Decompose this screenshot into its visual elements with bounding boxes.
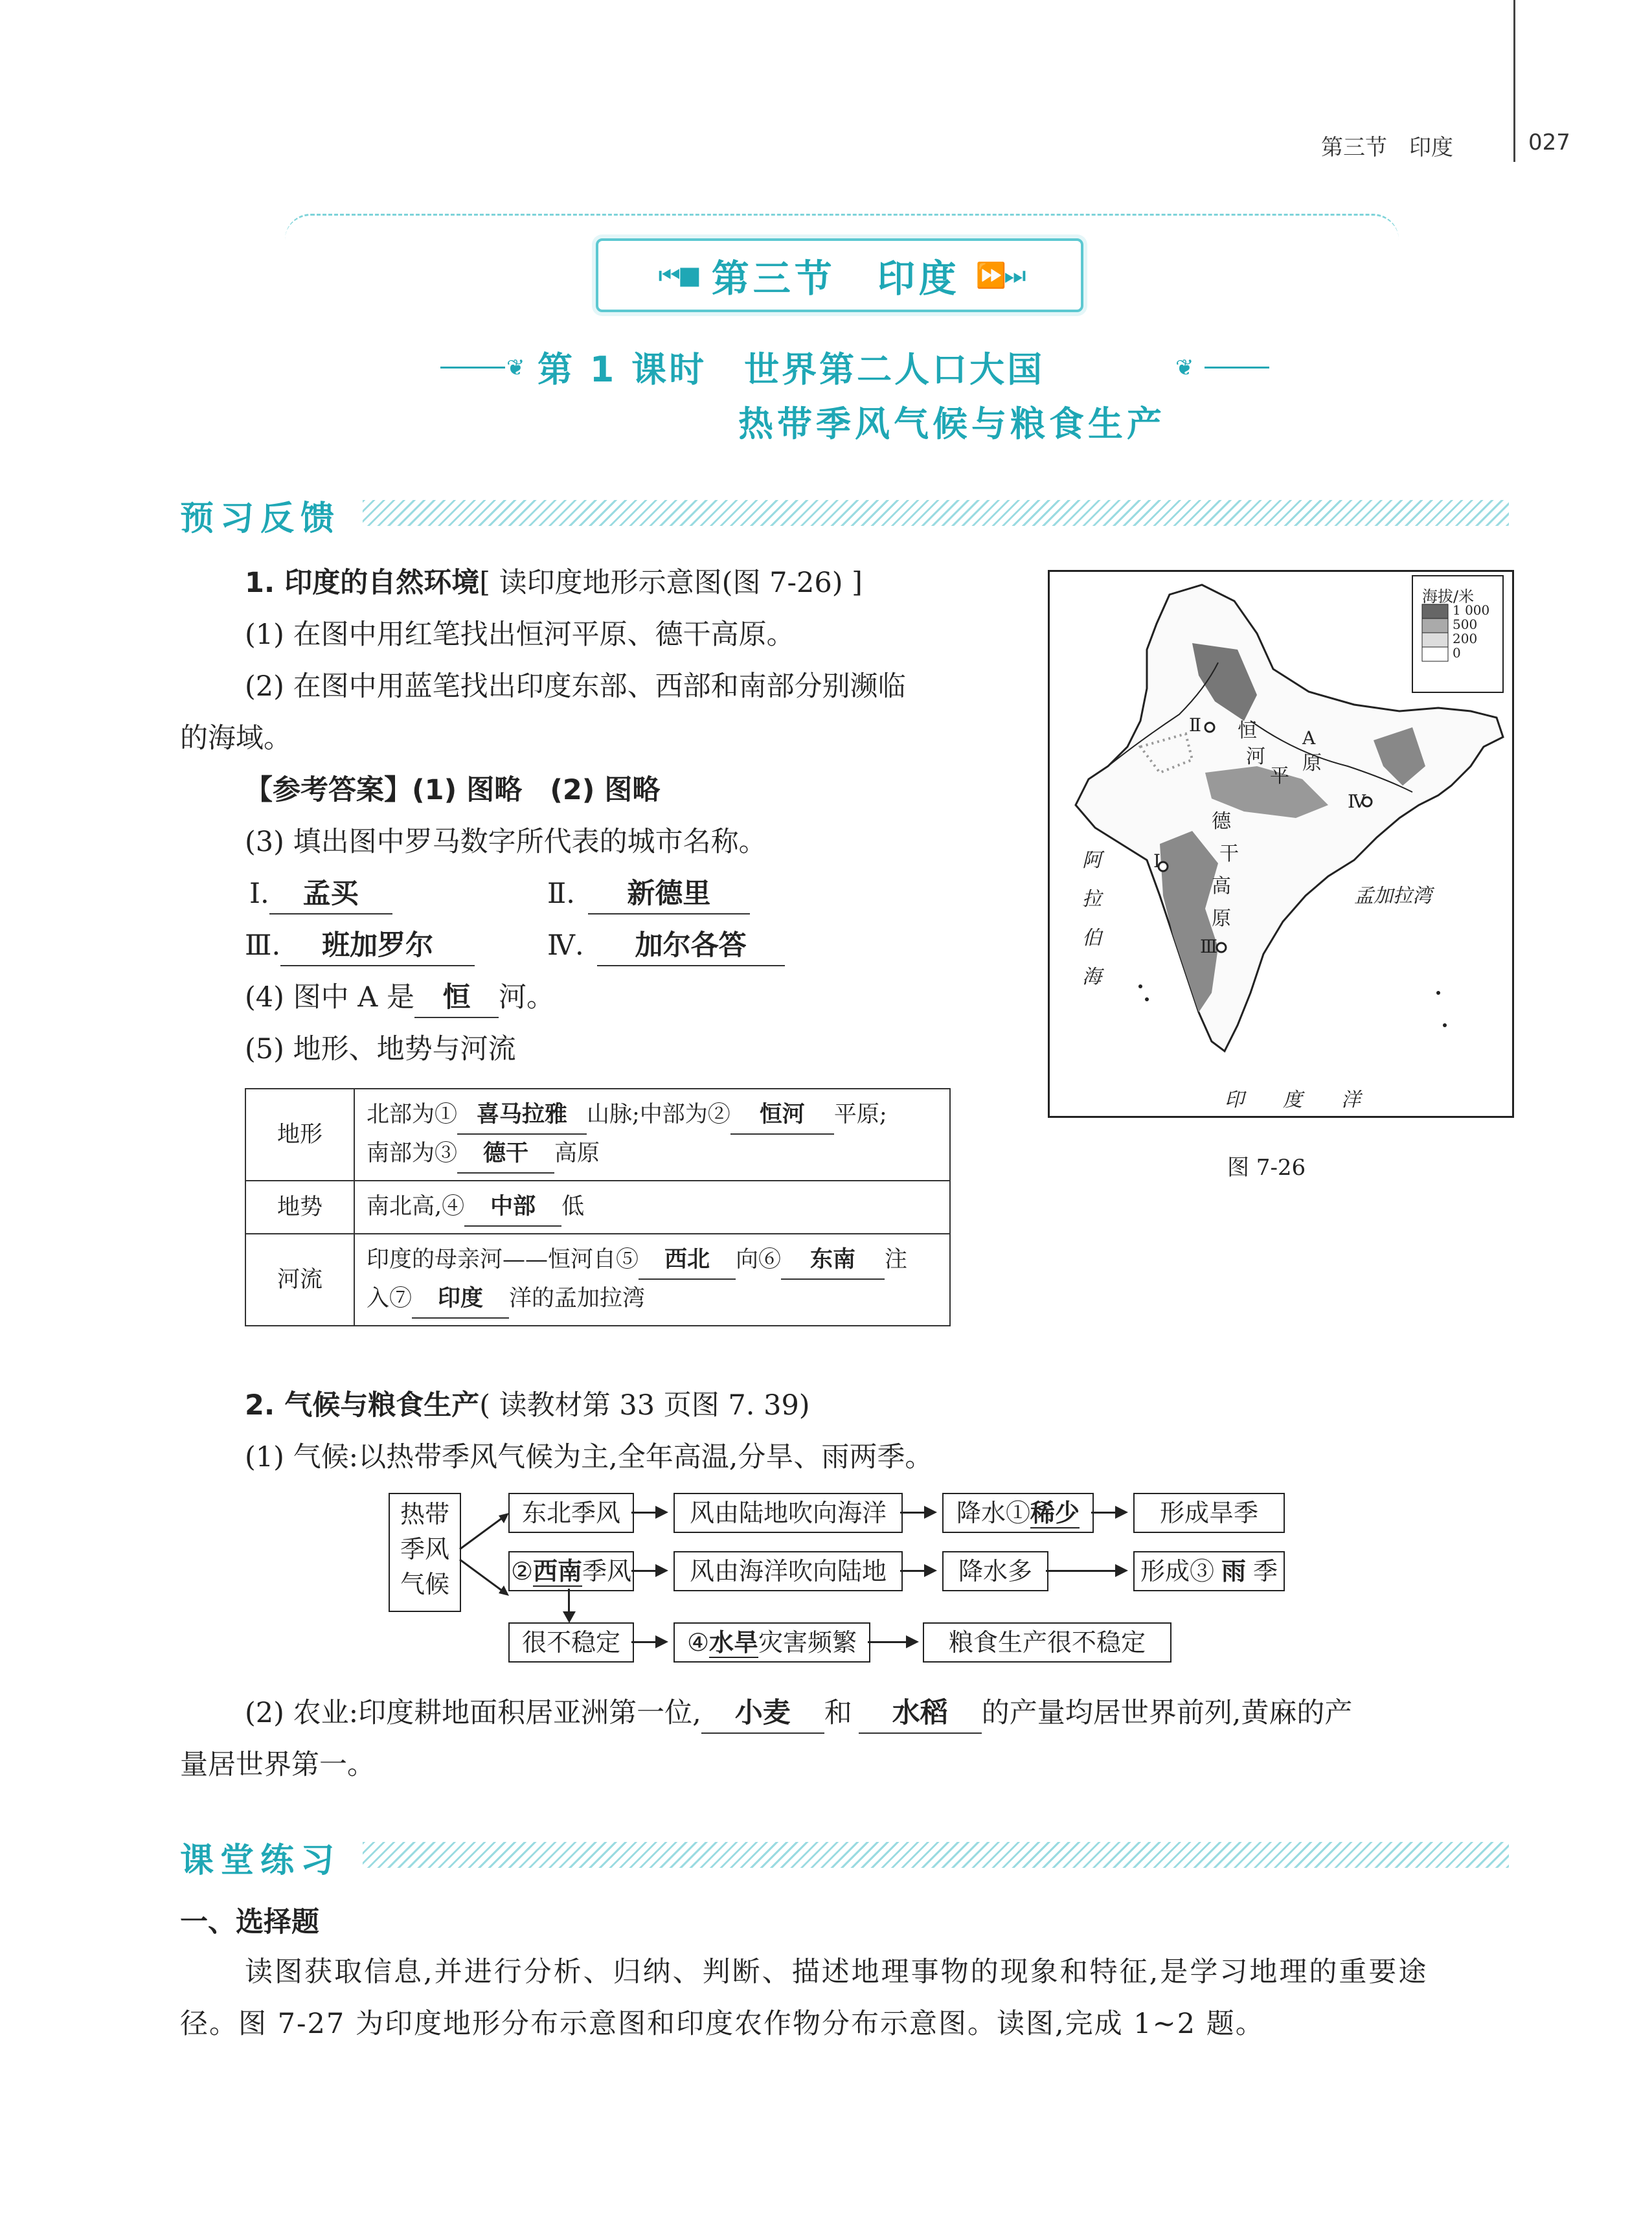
- q2-s2: (2) 农业:印度耕地面积居亚洲第一位, 小麦 和 水稻 的产量均居世界前列,黄麻的产: [245, 1694, 1352, 1734]
- city-3: Ⅲ. 班加罗尔: [245, 926, 475, 966]
- table-cell: 北部为① 喜马拉雅 山脉;中部为② 恒河 平原; 南部为③ 德干 高原: [354, 1089, 950, 1181]
- header-divider: [1513, 0, 1515, 162]
- page-number: 027: [1528, 130, 1570, 155]
- arrow-icon: [906, 1635, 919, 1648]
- flow-ne-monsoon: 东北季风: [508, 1493, 634, 1533]
- arrow: [900, 1512, 925, 1514]
- q1-s1: (1) 在图中用红笔找出恒河平原、德干高原。: [245, 619, 795, 651]
- arrow-icon: [1115, 1564, 1128, 1577]
- q2-s2b: 量居世界第一。: [180, 1749, 375, 1781]
- map-label: 原: [1302, 752, 1322, 775]
- map-label: 恒: [1238, 720, 1257, 742]
- table-head: 地形: [245, 1089, 354, 1181]
- answer-key: 【参考答案】(1) 图略 (2) 图略: [245, 774, 661, 806]
- arrow: [631, 1570, 656, 1572]
- map-label: 平: [1270, 765, 1289, 788]
- q1-s5: (5) 地形、地势与河流: [245, 1033, 516, 1065]
- lesson-subtitle: 热带季风气候与粮食生产: [738, 403, 1166, 444]
- island: [1145, 997, 1149, 1001]
- arrow-down-icon: [563, 1611, 576, 1623]
- table-row: [245, 1181, 950, 1234]
- city-marker: [1217, 943, 1226, 952]
- figure-caption: 图 7-26: [1227, 1155, 1306, 1181]
- section-banner: [596, 238, 1083, 312]
- city-1: Ⅰ. 孟买: [249, 874, 392, 914]
- running-header: 第三节 印度: [1321, 135, 1453, 161]
- ornament-line-left: [440, 367, 505, 369]
- flow-rain-low: 降水①稀少: [942, 1493, 1094, 1533]
- section-hatch: [363, 1842, 1509, 1868]
- flow-rain-season: 形成③ 雨 季: [1133, 1551, 1285, 1591]
- map-label: 原: [1212, 907, 1231, 930]
- map-city-label: Ⅳ: [1348, 791, 1366, 812]
- map-label: 阿: [1082, 849, 1102, 872]
- arrow: [868, 1641, 907, 1643]
- arrow-icon: [924, 1564, 937, 1577]
- table-cell: 南北高,④ 中部 低: [354, 1181, 950, 1234]
- section-title-practice: 课堂练习: [180, 1841, 341, 1880]
- flow-rain-high: 降水多: [942, 1551, 1048, 1591]
- forward-icon: ⏩ ⏭: [975, 260, 1021, 290]
- practice-line2: 径。图 7-27 为印度地形分布示意图和印度农作物分布示意图。读图,完成 1~2 题。: [180, 2008, 1265, 2040]
- map-city-label: Ⅰ: [1153, 850, 1161, 872]
- flow-unstable: 很不稳定: [508, 1622, 634, 1663]
- banner-title: 第三节 印度: [711, 256, 960, 301]
- ornament-line-right: [1205, 367, 1269, 369]
- ornament-icon: ❦: [506, 355, 525, 381]
- flow-root: 热带 季风 气候: [389, 1493, 461, 1612]
- flow-food-unstable: 粮食生产很不稳定: [923, 1622, 1171, 1663]
- practice-line1: 读图获取信息,并进行分析、归纳、判断、描述地理事物的现象和特征,是学习地理的重要途: [245, 1956, 1429, 1988]
- legend-swatch: [1422, 619, 1448, 633]
- ornament-icon: ❦: [1175, 355, 1194, 381]
- q1-s3: (3) 填出图中罗马数字所代表的城市名称。: [245, 826, 767, 858]
- flow-land-to-sea: 风由陆地吹向海洋: [673, 1493, 903, 1533]
- india-terrain-map: [1048, 570, 1514, 1118]
- island: [1443, 1023, 1447, 1027]
- q2-s1: (1) 气候:以热带季风气候为主,全年高温,分旱、雨两季。: [245, 1441, 933, 1473]
- question-type: 一、选择题: [180, 1906, 319, 1938]
- table-head: 地势: [245, 1181, 354, 1234]
- map-label: 德: [1212, 810, 1231, 833]
- map-label: 高: [1212, 875, 1231, 898]
- city-2: Ⅱ. 新德里: [547, 874, 750, 914]
- flow-disasters: ④水旱灾害频繁: [673, 1622, 870, 1663]
- arrow: [1046, 1570, 1116, 1572]
- lesson-title: 第 1 课时 世界第二人口大国: [537, 349, 1045, 390]
- q1-s4: (4) 图中 A 是 恒 河。: [245, 978, 554, 1018]
- legend-swatch: [1422, 604, 1448, 619]
- legend-swatch: [1422, 633, 1448, 647]
- flow-branch-arrows: [458, 1503, 510, 1606]
- section-title-preview: 预习反馈: [180, 499, 341, 538]
- flow-dry-season: 形成旱季: [1133, 1493, 1285, 1533]
- arrow-icon: [655, 1635, 668, 1648]
- legend-values: 1 000 500 200 0: [1453, 602, 1490, 661]
- legend-swatch: [1422, 647, 1448, 661]
- arrow: [568, 1589, 570, 1615]
- q2-title: 2. 气候与粮食生产( 读教材第 33 页图 7. 39): [245, 1389, 810, 1422]
- map-graphic: [1050, 572, 1512, 1116]
- arrow: [631, 1641, 656, 1643]
- q1-s2: (2) 在图中用蓝笔找出印度东部、西部和南部分别濒临: [245, 670, 906, 703]
- city-4: Ⅳ. 加尔各答: [547, 926, 785, 966]
- island: [1436, 991, 1440, 995]
- map-label: 干: [1219, 843, 1239, 865]
- arrow-icon: [1115, 1506, 1128, 1519]
- q1-s2b: 的海域。: [180, 722, 291, 755]
- flow-sea-to-land: 风由海洋吹向陆地: [673, 1551, 903, 1591]
- flow-sw-monsoon: ②西南季风: [508, 1551, 634, 1591]
- arrow-icon: [655, 1564, 668, 1577]
- rewind-icon: ⏮ ■: [658, 260, 696, 290]
- map-label-A: A: [1302, 727, 1316, 749]
- map-label-ocean: 印 度 洋: [1225, 1089, 1361, 1111]
- city-marker: [1205, 723, 1214, 732]
- section-hatch: [363, 500, 1509, 526]
- terrain-table: [245, 1088, 951, 1326]
- map-label: 伯: [1082, 927, 1102, 949]
- map-label: 河: [1246, 745, 1265, 768]
- island: [1138, 984, 1142, 988]
- arrow: [1091, 1512, 1116, 1514]
- table-row: [245, 1089, 950, 1181]
- map-label: 拉: [1082, 888, 1102, 911]
- q1-title: 1. 印度的自然环境[ 读印度地形示意图(图 7-26) ]: [245, 567, 863, 599]
- table-row: [245, 1234, 950, 1326]
- map-city-label: Ⅲ: [1200, 936, 1218, 957]
- legend-title: 海拔/米: [1422, 587, 1475, 606]
- table-head: 河流: [245, 1234, 354, 1326]
- map-city-label: Ⅱ: [1189, 714, 1202, 736]
- map-label-bay: 孟加拉湾: [1354, 885, 1432, 907]
- table-cell: 印度的母亲河——恒河自⑤ 西北 向⑥ 东南 注 入⑦ 印度 洋的孟加拉湾: [354, 1234, 950, 1326]
- arrow-icon: [924, 1506, 937, 1519]
- map-label: 海: [1082, 966, 1102, 988]
- arrow-icon: [655, 1506, 668, 1519]
- arrow: [631, 1512, 656, 1514]
- arrow: [900, 1570, 925, 1572]
